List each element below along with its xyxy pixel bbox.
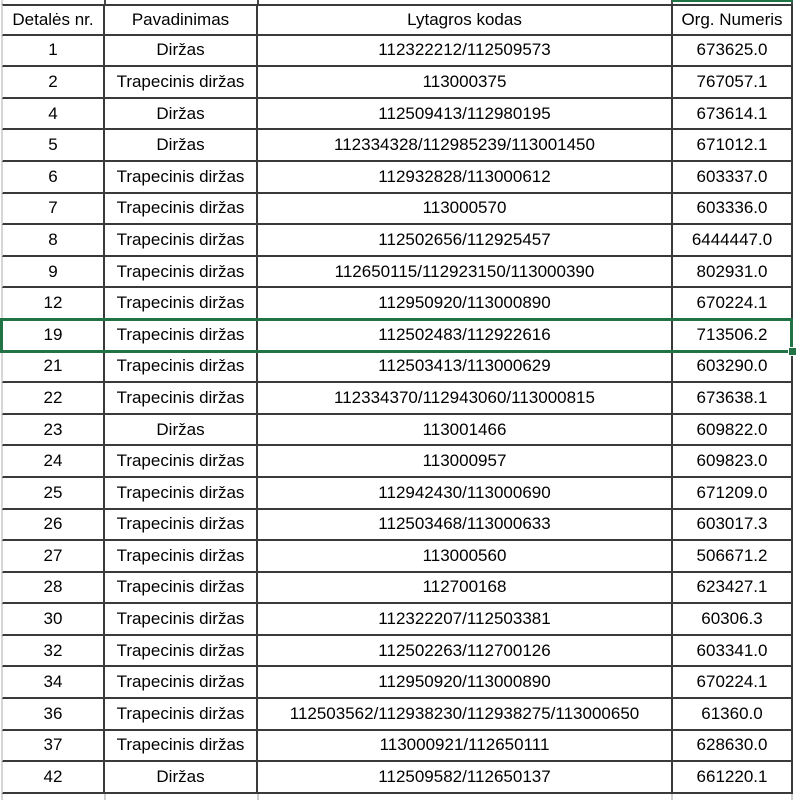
table-cell[interactable]: Trapecinis diržas [105, 288, 258, 320]
table-cell[interactable]: 1 [2, 36, 105, 68]
table-cell[interactable]: 22 [2, 383, 105, 415]
table-cell[interactable]: 26 [2, 510, 105, 542]
table-cell[interactable]: 609823.0 [673, 446, 793, 478]
table-row [2, 67, 793, 99]
table-cell[interactable]: Trapecinis diržas [105, 667, 258, 699]
table-cell[interactable]: Trapecinis diržas [105, 67, 258, 99]
table-cell[interactable]: 7 [2, 194, 105, 226]
table-cell[interactable]: Trapecinis diržas [105, 225, 258, 257]
table-cell[interactable]: 112503413/113000629 [258, 352, 673, 384]
table-row [2, 194, 793, 226]
table-row [2, 36, 793, 68]
table-cell[interactable]: 112942430/113000690 [258, 478, 673, 510]
table-cell[interactable]: 661220.1 [673, 762, 793, 794]
table-cell[interactable]: Trapecinis diržas [105, 257, 258, 289]
table-cell[interactable]: 112950920/113000890 [258, 288, 673, 320]
table-cell[interactable]: 113000375 [258, 67, 673, 99]
table-cell[interactable]: 112502483/112922616 [258, 320, 673, 352]
table-cell[interactable]: 112509582/112650137 [258, 762, 673, 794]
table-cell[interactable]: 112932828/113000612 [258, 162, 673, 194]
table-cell[interactable]: Diržas [105, 762, 258, 794]
table-cell[interactable]: 112503562/112938230/112938275/113000650 [258, 699, 673, 731]
header-row [2, 4, 793, 36]
table-body [2, 36, 793, 794]
table-cell[interactable]: 673625.0 [673, 36, 793, 68]
table-row [2, 352, 793, 384]
table-row [2, 225, 793, 257]
table-cell[interactable]: 6444447.0 [673, 225, 793, 257]
table-cell[interactable]: 9 [2, 257, 105, 289]
table-row [2, 510, 793, 542]
table-cell[interactable]: 113000560 [258, 541, 673, 573]
table-cell[interactable]: 112503468/113000633 [258, 510, 673, 542]
table-cell[interactable]: 113001466 [258, 415, 673, 447]
table-cell[interactable]: 34 [2, 667, 105, 699]
table-cell[interactable]: 603341.0 [673, 636, 793, 668]
table-cell[interactable]: 112950920/113000890 [258, 667, 673, 699]
table-cell[interactable]: 603017.3 [673, 510, 793, 542]
table-cell[interactable]: 28 [2, 573, 105, 605]
table-cell[interactable]: Trapecinis diržas [105, 320, 258, 352]
table-cell[interactable]: 671012.1 [673, 130, 793, 162]
table-cell[interactable]: 609822.0 [673, 415, 793, 447]
header-pavadinimas[interactable]: Pavadinimas [105, 4, 258, 36]
table-row [2, 573, 793, 605]
table-row [2, 99, 793, 131]
table-cell[interactable]: Trapecinis diržas [105, 510, 258, 542]
table-row [2, 162, 793, 194]
table-cell[interactable]: Trapecinis diržas [105, 636, 258, 668]
table-cell[interactable]: Trapecinis diržas [105, 604, 258, 636]
table-cell[interactable]: 12 [2, 288, 105, 320]
table-cell[interactable]: 603337.0 [673, 162, 793, 194]
table-cell[interactable]: 670224.1 [673, 667, 793, 699]
table-cell[interactable]: 506671.2 [673, 541, 793, 573]
table-cell[interactable]: 112650115/112923150/113000390 [258, 257, 673, 289]
table-header [2, 4, 793, 36]
table-row [2, 257, 793, 289]
table-row [2, 130, 793, 162]
table-row [2, 636, 793, 668]
table-cell[interactable]: 112509413/112980195 [258, 99, 673, 131]
table-cell[interactable]: Trapecinis diržas [105, 383, 258, 415]
table-cell[interactable]: 112502656/112925457 [258, 225, 673, 257]
table-cell[interactable]: 113000957 [258, 446, 673, 478]
fill-handle[interactable] [788, 347, 797, 356]
table-cell[interactable]: Trapecinis diržas [105, 162, 258, 194]
table-cell[interactable]: 25 [2, 478, 105, 510]
table-row [2, 762, 793, 794]
table-row [2, 699, 793, 731]
table-cell[interactable]: Trapecinis diržas [105, 731, 258, 763]
table-row [2, 541, 793, 573]
table-cell[interactable]: 4 [2, 99, 105, 131]
table-row [2, 478, 793, 510]
table-cell[interactable]: Trapecinis diržas [105, 541, 258, 573]
parts-table [2, 4, 793, 794]
table-cell[interactable]: Diržas [105, 130, 258, 162]
table-cell[interactable]: 27 [2, 541, 105, 573]
table-cell[interactable]: 32 [2, 636, 105, 668]
table-cell[interactable]: Trapecinis diržas [105, 352, 258, 384]
table-cell[interactable]: 603290.0 [673, 352, 793, 384]
table-cell[interactable]: Trapecinis diržas [105, 194, 258, 226]
table-cell[interactable]: 113000570 [258, 194, 673, 226]
table-row [2, 288, 793, 320]
bottom-gridline-stub [791, 794, 793, 800]
clipped-selection-line [672, 0, 793, 2]
header-lytagros-kodas[interactable]: Lytagros kodas [258, 4, 673, 36]
table-cell[interactable]: 112700168 [258, 573, 673, 605]
bottom-gridline-stub [671, 794, 673, 800]
bottom-gridline-stub [104, 794, 106, 800]
table-row [2, 604, 793, 636]
table-cell[interactable]: 623427.1 [673, 573, 793, 605]
table-cell[interactable]: 5 [2, 130, 105, 162]
table-cell[interactable]: 112334328/112985239/113001450 [258, 130, 673, 162]
table-cell[interactable]: 2 [2, 67, 105, 99]
table-cell[interactable]: Trapecinis diržas [105, 446, 258, 478]
table-cell[interactable]: 113000921/112650111 [258, 731, 673, 763]
table-cell[interactable]: 802931.0 [673, 257, 793, 289]
table-cell[interactable]: 60306.3 [673, 604, 793, 636]
table-cell[interactable]: Diržas [105, 99, 258, 131]
table-cell[interactable]: 673638.1 [673, 383, 793, 415]
table-cell[interactable]: 671209.0 [673, 478, 793, 510]
table-row [2, 383, 793, 415]
table-cell[interactable]: 112502263/112700126 [258, 636, 673, 668]
table-cell[interactable]: Trapecinis diržas [105, 478, 258, 510]
table-cell[interactable]: 670224.1 [673, 288, 793, 320]
table-cell[interactable]: Diržas [105, 415, 258, 447]
header-detales-nr[interactable]: Detalės nr. [2, 4, 105, 36]
table-cell[interactable]: 36 [2, 699, 105, 731]
table-cell[interactable]: 112334370/112943060/113000815 [258, 383, 673, 415]
table-cell[interactable]: Trapecinis diržas [105, 573, 258, 605]
table-cell[interactable]: 603336.0 [673, 194, 793, 226]
table-cell[interactable]: 713506.2 [673, 320, 793, 352]
table-cell[interactable]: 8 [2, 225, 105, 257]
table-cell[interactable]: 628630.0 [673, 731, 793, 763]
table-row [2, 415, 793, 447]
table-cell[interactable]: 112322207/112503381 [258, 604, 673, 636]
table-cell[interactable]: 24 [2, 446, 105, 478]
table-cell[interactable]: 112322212/112509573 [258, 36, 673, 68]
bottom-gridline-stub [257, 794, 259, 800]
table-cell[interactable]: 61360.0 [673, 699, 793, 731]
table-cell[interactable]: 19 [2, 320, 105, 352]
table-row [2, 320, 793, 352]
table-cell[interactable]: Trapecinis diržas [105, 699, 258, 731]
table-cell[interactable]: 673614.1 [673, 99, 793, 131]
table-cell[interactable]: 37 [2, 731, 105, 763]
header-org-numeris[interactable]: Org. Numeris [673, 4, 793, 36]
table-cell[interactable]: 767057.1 [673, 67, 793, 99]
table-row [2, 731, 793, 763]
table-cell[interactable]: 42 [2, 762, 105, 794]
table-row [2, 446, 793, 478]
table-cell[interactable]: Diržas [105, 36, 258, 68]
table-cell[interactable]: 6 [2, 162, 105, 194]
table-cell[interactable]: 30 [2, 604, 105, 636]
table-cell[interactable]: 21 [2, 352, 105, 384]
table-cell[interactable]: 23 [2, 415, 105, 447]
table-row [2, 667, 793, 699]
